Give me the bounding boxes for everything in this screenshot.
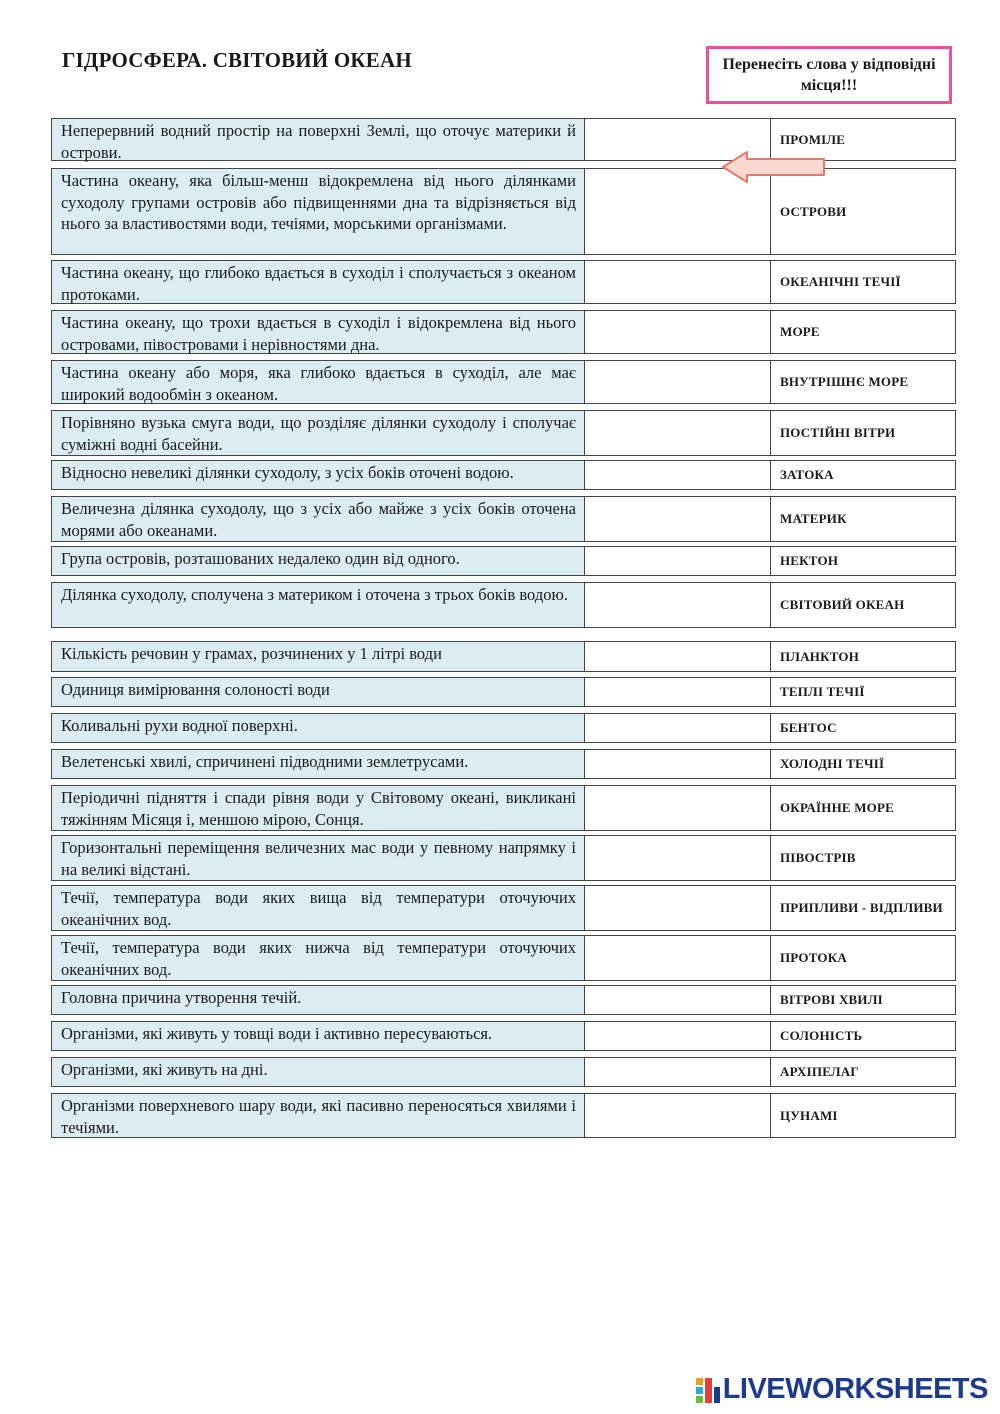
table-row [51,749,956,779]
answer-drop-zone[interactable] [584,885,771,931]
answer-drop-zone[interactable] [584,1093,771,1138]
table-row [51,935,956,981]
table-row [51,260,956,304]
draggable-word[interactable]: ВНУТРІШНЄ МОРЕ [770,360,956,404]
question-cell: Організми, які живуть у товщі води і активно пересуваються. [51,1021,585,1051]
page-title: ГІДРОСФЕРА. СВІТОВИЙ ОКЕАН [62,48,412,72]
question-cell: Періодичні підняття і спади рівня води у Світовому океані, викликані тяжінням Місяця і, меншою мірою, Сонця. [51,785,585,831]
draggable-word[interactable]: МАТЕРИК [770,496,956,542]
draggable-word[interactable]: ЦУНАМІ [770,1093,956,1138]
instruction-box [706,46,952,104]
draggable-word[interactable]: ЗАТОКА [770,460,956,490]
answer-drop-zone[interactable] [584,1021,771,1051]
answer-drop-zone[interactable] [584,641,771,672]
draggable-word[interactable]: ПЛАНКТОН [770,641,956,672]
liveworksheets-logo-icon [696,1376,720,1404]
table-row [51,677,956,707]
draggable-word[interactable]: ХОЛОДНІ ТЕЧІЇ [770,749,956,779]
question-cell: Горизонтальні переміщення величезних мас води у певному напрямку і на великі відстані. [51,835,585,881]
draggable-word[interactable]: ПІВОСТРІВ [770,835,956,881]
question-cell: Частина океану, що глибоко вдається в суходіл і сполучається з океаном протоками. [51,260,585,304]
draggable-word[interactable]: ТЕПЛІ ТЕЧІЇ [770,677,956,707]
table-row [51,360,956,404]
answer-drop-zone[interactable] [584,785,771,831]
answer-drop-zone[interactable] [584,546,771,576]
draggable-word[interactable]: ПРОМІЛЕ [770,118,956,161]
answer-drop-zone[interactable] [584,310,771,354]
table-row [51,496,956,542]
question-cell: Течії, температура води яких вища від температури оточуючих океанічних вод. [51,885,585,931]
question-cell: Ділянка суходолу, сполучена з материком і оточена з трьох боків водою. [51,582,585,628]
answer-drop-zone[interactable] [584,835,771,881]
table-row [51,582,956,628]
table-row [51,713,956,743]
question-cell: Частина океану або моря, яка глибоко вдається в суходіл, але має широкий водообмін з океаном. [51,360,585,404]
question-cell: Частина океану, яка більш-менш відокремлена від нього ділянками суходолу групами островів або підвищеннями дна та відрізняється від нього за властивостями води, течіями, морськими організмами. [51,168,585,255]
answer-drop-zone[interactable] [584,360,771,404]
table-row [51,785,956,831]
question-cell: Величезна ділянка суходолу, що з усіх або майже з усіх боків оточена морями або океанами. [51,496,585,542]
question-cell: Організми поверхневого шару води, які пасивно переносяться хвилями і течіями. [51,1093,585,1138]
answer-drop-zone[interactable] [584,677,771,707]
draggable-word[interactable]: ОСТРОВИ [770,168,956,255]
question-cell: Частина океану, що трохи вдається в суходіл і відокремлена від нього островами, півостровами і нерівностями дна. [51,310,585,354]
table-row [51,1021,956,1051]
instruction-text: Перенесіть слова у відповідні місця!!! [722,56,936,94]
draggable-word[interactable]: ОКРАЇННЕ МОРЕ [770,785,956,831]
answer-drop-zone[interactable] [584,749,771,779]
question-cell: Організми, які живуть на дні. [51,1057,585,1087]
table-row [51,1057,956,1087]
draggable-word[interactable]: АРХІПЕЛАГ [770,1057,956,1087]
draggable-word[interactable]: МОРЕ [770,310,956,354]
table-row [51,985,956,1015]
answer-drop-zone[interactable] [584,985,771,1015]
draggable-word[interactable]: ПРИПЛИВИ - ВІДПЛИВИ [770,885,956,931]
question-cell: Велетенські хвилі, спричинені підводними землетрусами. [51,749,585,779]
table-row [51,1093,956,1138]
table-row [51,885,956,931]
answer-drop-zone[interactable] [584,260,771,304]
question-cell: Течії, температура води яких нижча від температури оточуючих океанічних вод. [51,935,585,981]
question-cell: Група островів, розташованих недалеко один від одного. [51,546,585,576]
answer-drop-zone[interactable] [584,1057,771,1087]
answer-drop-zone[interactable] [584,496,771,542]
table-row [51,410,956,456]
answer-drop-zone[interactable] [584,935,771,981]
answer-drop-zone[interactable] [584,460,771,490]
table-row [51,460,956,490]
answer-drop-zone[interactable] [584,582,771,628]
question-cell: Головна причина утворення течій. [51,985,585,1015]
draggable-word[interactable]: ПОСТІЙНІ ВІТРИ [770,410,956,456]
draggable-word[interactable]: СВІТОВИЙ ОКЕАН [770,582,956,628]
draggable-word[interactable]: БЕНТОС [770,713,956,743]
draggable-word[interactable]: СОЛОНІСТЬ [770,1021,956,1051]
draggable-word[interactable]: НЕКТОН [770,546,956,576]
answer-drop-zone[interactable] [584,410,771,456]
left-arrow-icon [721,150,827,184]
table-row [51,835,956,881]
draggable-word[interactable]: ПРОТОКА [770,935,956,981]
table-row [51,641,956,672]
question-cell: Кількість речовин у грамах, розчинених у 1 літрі води [51,641,585,672]
draggable-word[interactable]: ОКЕАНІЧНІ ТЕЧІЇ [770,260,956,304]
logo-text: LIVEWORKSHEETS [722,1373,988,1405]
question-cell: Порівняно вузька смуга води, що розділяє ділянки суходолу і сполучає суміжні водні басейни. [51,410,585,456]
table-row [51,546,956,576]
question-cell: Коливальні рухи водної поверхні. [51,713,585,743]
question-cell: Одиниця вимірювання солоності води [51,677,585,707]
question-cell: Неперервний водний простір на поверхні Землі, що оточує материки й острови. [51,118,585,161]
question-cell: Відносно невеликі ділянки суходолу, з усіх боків оточені водою. [51,460,585,490]
table-row [51,310,956,354]
liveworksheets-logo [696,1373,988,1406]
draggable-word[interactable]: ВІТРОВІ ХВИЛІ [770,985,956,1015]
answer-drop-zone[interactable] [584,713,771,743]
